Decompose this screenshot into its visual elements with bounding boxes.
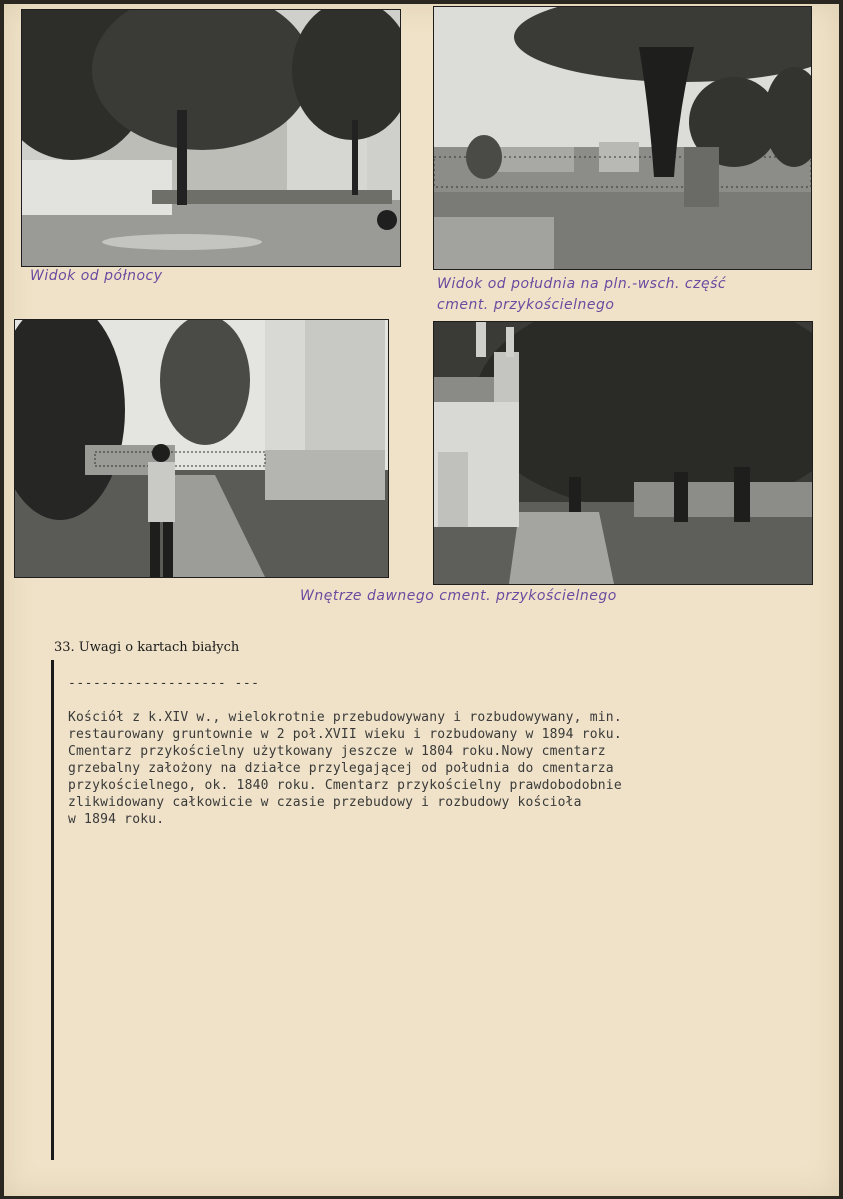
caption-line: Widok od południa na pln.-wsch. część	[437, 276, 727, 292]
body-line: w 1894 roku.	[68, 812, 165, 827]
body-line: grzebalny założony na działce przylegającej od południa do cmentarza	[68, 761, 614, 776]
body-line: przykościelnego, ok. 1840 roku. Cmentarz przykościelny prawdobodobnie	[68, 778, 622, 793]
photo-north-view-image	[22, 10, 400, 266]
section-separator: ------------------- ---	[68, 676, 260, 691]
photo-south-view-image	[434, 7, 811, 269]
photo-interior-right-image	[434, 322, 812, 584]
photo-south-view	[433, 6, 812, 270]
caption-line: Widok od północy	[30, 268, 163, 284]
photo-north-view	[21, 9, 401, 267]
body-line: restaurowany gruntownie w 2 poł.XVII wieku i rozbudowany w 1894 roku.	[68, 727, 622, 742]
body-line: Kościół z k.XIV w., wielokrotnie przebudowywany i rozbudowywany, min.	[68, 710, 622, 725]
photo-north-view-caption	[30, 266, 163, 287]
body-line: Cmentarz przykościelny użytkowany jeszcze w 1804 roku.Nowy cmentarz	[68, 744, 606, 759]
body-line: zlikwidowany całkowicie w czasie przebudowy i rozbudowy kościoła	[68, 795, 582, 810]
margin-rule	[51, 660, 54, 1160]
photo-south-view-caption	[437, 274, 726, 316]
section-title: 33. Uwagi o kartach białych	[54, 640, 240, 655]
photo-interior-left-image	[15, 320, 388, 577]
photo-interior-left	[14, 319, 389, 578]
photo-interior-right	[433, 321, 813, 585]
caption-line: cment. przykościelnego	[437, 297, 615, 313]
interior-shared-caption: Wnętrze dawnego cment. przykościelnego	[300, 588, 617, 604]
section-body	[68, 709, 622, 828]
